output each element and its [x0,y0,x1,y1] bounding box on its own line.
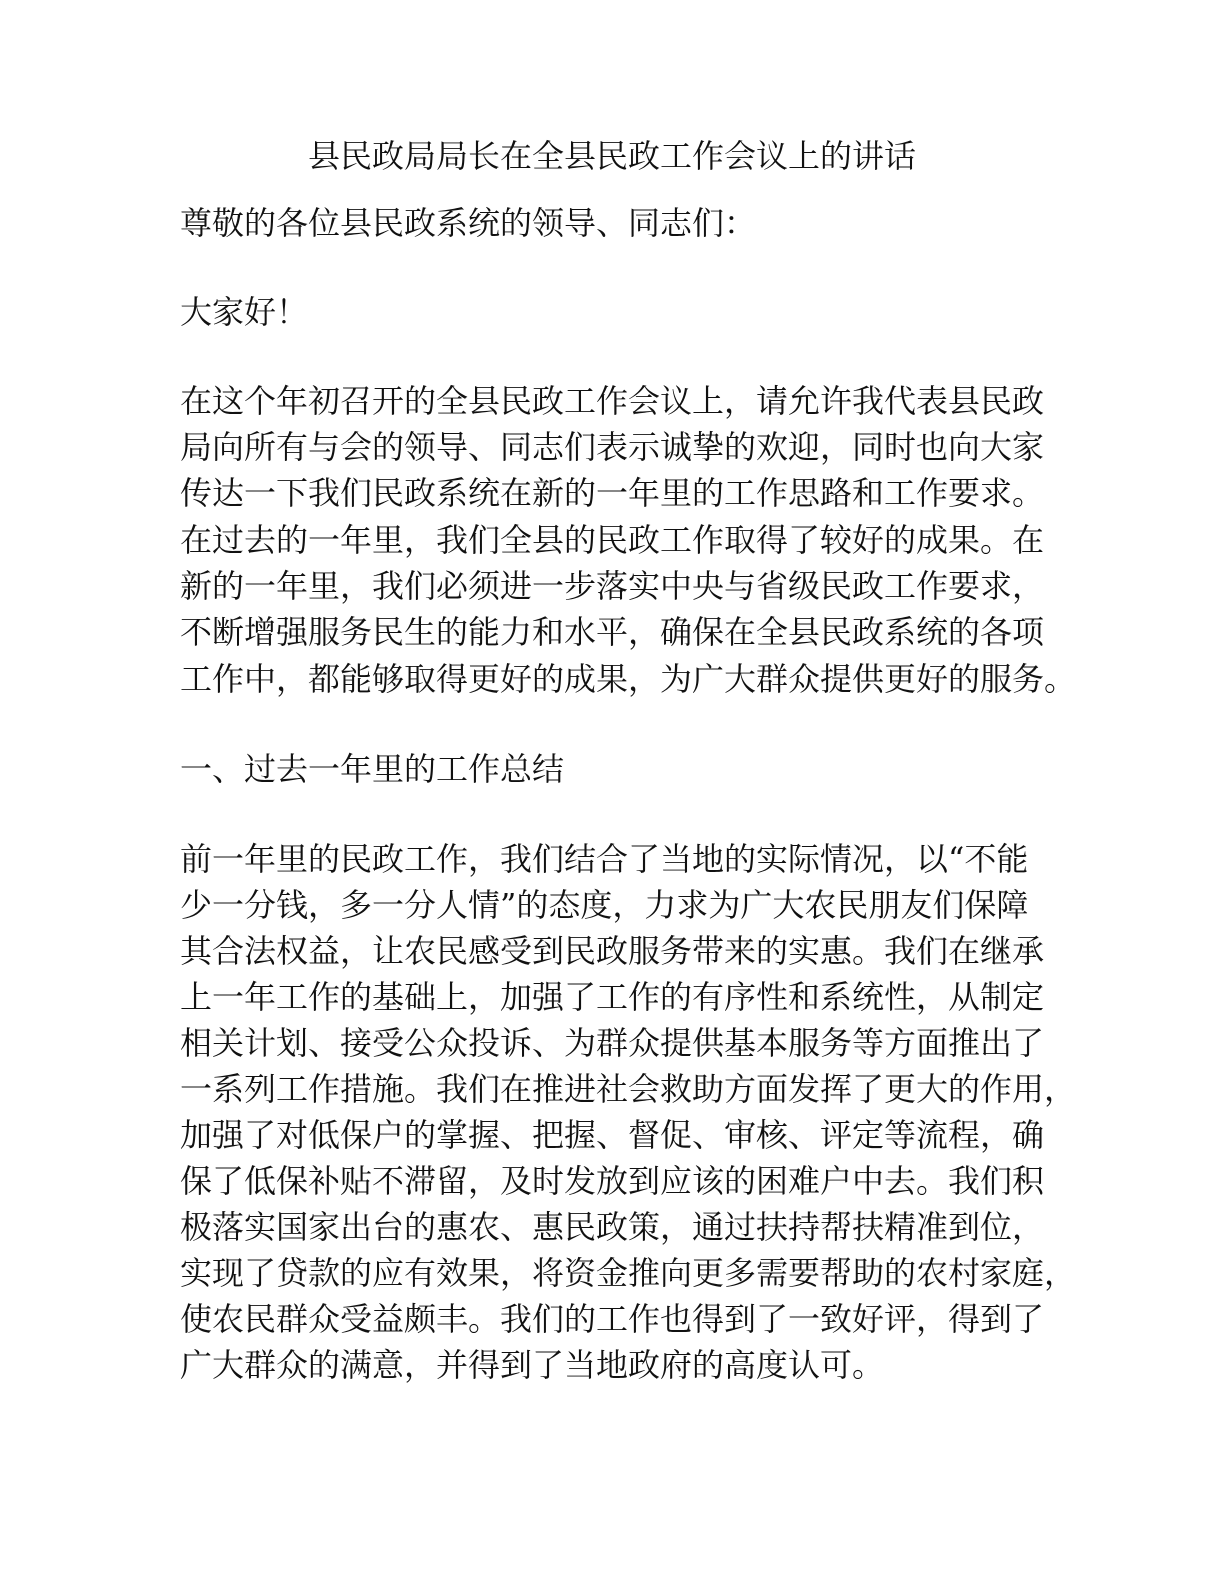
text-line: 在这个年初召开的全县民政工作会议上，请允许我代表县民政 [180,382,1045,420]
text-line: 相关计划、接受公众投诉、为群众提供基本服务等方面推出了 [180,1024,1045,1062]
text-line: 一系列工作措施。我们在推进社会救助方面发挥了更大的作用， [180,1070,1077,1108]
text-line: 新的一年里，我们必须进一步落实中央与省级民政工作要求， [180,567,1045,605]
text-line: 极落实国家出台的惠农、惠民政策，通过扶持帮扶精准到位， [180,1208,1045,1246]
text-line: 使农民群众受益颇丰。我们的工作也得到了一致好评，得到了 [180,1300,1045,1338]
text-line: 加强了对低保户的掌握、把握、督促、审核、评定等流程，确 [180,1116,1045,1154]
text-line: 工作中，都能够取得更好的成果，为广大群众提供更好的服务。 [180,660,1077,698]
text-line: 上一年工作的基础上，加强了工作的有序性和系统性，从制定 [180,978,1045,1016]
text-line: 传达一下我们民政系统在新的一年里的工作思路和工作要求。 [180,474,1045,512]
text-line: 广大群众的满意，并得到了当地政府的高度认可。 [180,1346,885,1384]
text-line: 在过去的一年里，我们全县的民政工作取得了较好的成果。在 [180,521,1045,559]
text-line: 局向所有与会的领导、同志们表示诚挚的欢迎，同时也向大家 [180,428,1045,466]
document-title: 县民政局局长在全县民政工作会议上的讲话 [307,137,916,175]
text-line: 少一分钱，多一分人情”的态度，力求为广大农民朋友们保障 [180,886,1029,924]
text-line: 保了低保补贴不滞留，及时发放到应该的困难户中去。我们积 [180,1162,1045,1200]
text-line: 前一年里的民政工作，我们结合了当地的实际情况，以“不能 [180,840,1029,878]
section-heading: 一、过去一年里的工作总结 [180,750,565,788]
text-line: 其合法权益，让农民感受到民政服务带来的实惠。我们在继承 [180,932,1045,970]
salutation: 尊敬的各位县民政系统的领导、同志们： [180,204,757,242]
greeting: 大家好！ [180,293,309,331]
text-line: 实现了贷款的应有效果，将资金推向更多需要帮助的农村家庭， [180,1254,1077,1292]
text-line: 不断增强服务民生的能力和水平，确保在全县民政系统的各项 [180,613,1045,651]
